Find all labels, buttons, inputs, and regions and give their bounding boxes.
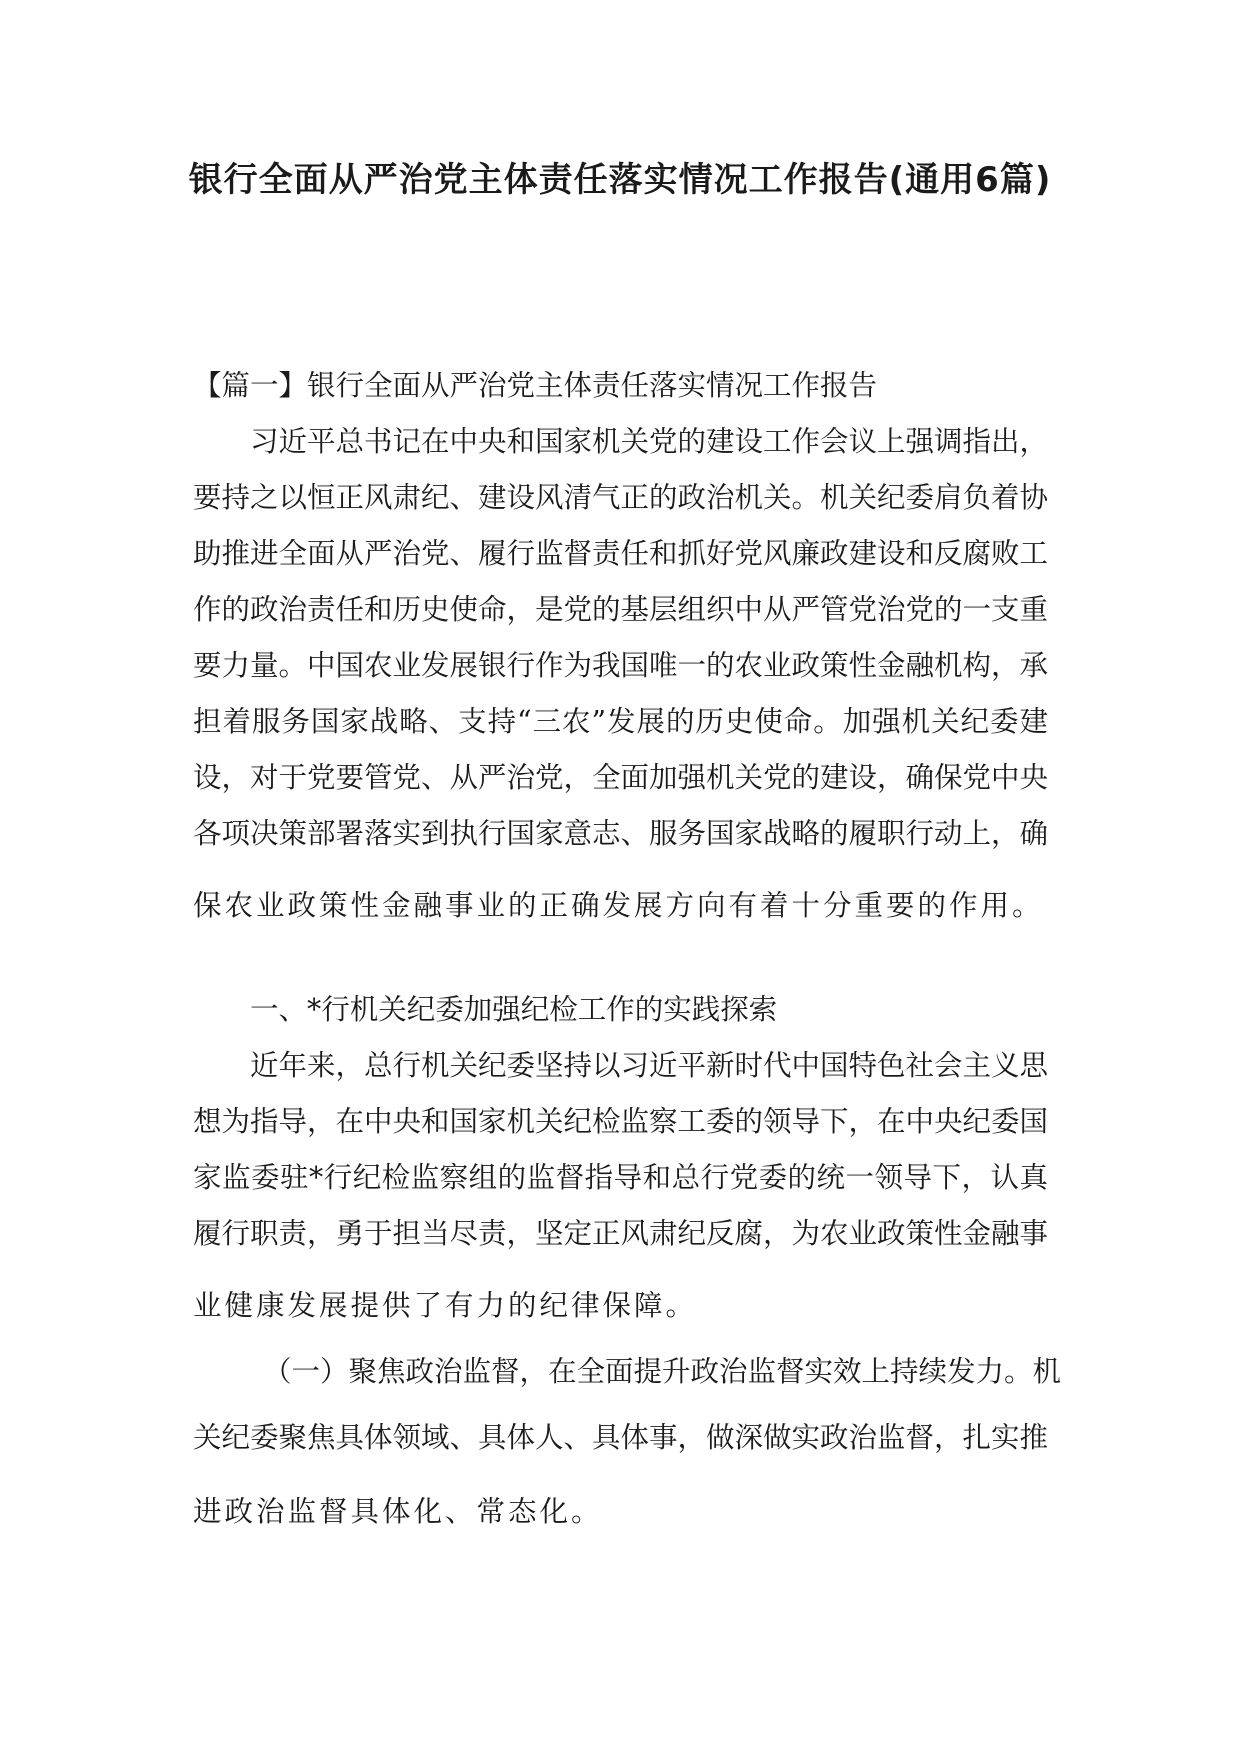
paragraph-1-line-9: 保农业政策性金融事业的正确发展方向有着十分重要的作用。	[193, 889, 1044, 922]
paragraph-3-line-3: 进政治监督具体化、常态化。	[193, 1495, 603, 1528]
paragraph-1-line-6: 担着服务国家战略、支持“三农”发展的历史使命。加强机关纪委建	[193, 705, 1048, 738]
paragraph-2-line-1: 近年来，总行机关纪委坚持以习近平新时代中国特色社会主义思	[250, 1049, 1049, 1082]
paragraph-3-line-1: （一）聚焦政治监督，在全面提升政治监督实效上持续发力。机	[263, 1355, 1062, 1388]
paragraph-1-line-8: 各项决策部署落实到执行国家意志、服务国家战略的履职行动上，确	[193, 817, 1049, 850]
paragraph-1-line-4: 作的政治责任和历史使命，是党的基层组织中从严管党治党的一支重	[193, 593, 1049, 626]
section-heading: 【篇一】银行全面从严治党主体责任落实情况工作报告	[193, 369, 878, 402]
paragraph-1-line-7: 设，对于党要管党、从严治党，全面加强机关党的建设，确保党中央	[193, 761, 1049, 794]
paragraph-2-line-3: 家监委驻*行纪检监察组的监督指导和总行党委的统一领导下，认真	[193, 1161, 1048, 1194]
paragraph-1-line-1: 习近平总书记在中央和国家机关党的建设工作会议上强调指出，	[250, 425, 1049, 458]
paragraph-2-line-4: 履行职责，勇于担当尽责，坚定正风肃纪反腐，为农业政策性金融事	[193, 1217, 1049, 1250]
paragraph-2-line-5: 业健康发展提供了有力的纪律保障。	[193, 1289, 698, 1322]
paragraph-3-line-2: 关纪委聚焦具体领域、具体人、具体事，做深做实政治监督，扎实推	[193, 1421, 1049, 1454]
paragraph-1-line-3: 助推进全面从严治党、履行监督责任和抓好党风廉政建设和反腐败工	[193, 537, 1049, 570]
heading-1: 一、*行机关纪委加强纪检工作的实践探索	[250, 993, 778, 1026]
paragraph-1-line-5: 要力量。中国农业发展银行作为我国唯一的农业政策性金融机构，承	[193, 649, 1049, 682]
document-title: 银行全面从严治党主体责任落实情况工作报告(通用6篇)	[188, 160, 1052, 200]
paragraph-2-line-2: 想为指导，在中央和国家机关纪检监察工委的领导下，在中央纪委国	[193, 1105, 1049, 1138]
paragraph-1-line-2: 要持之以恒正风肃纪、建设风清气正的政治机关。机关纪委肩负着协	[193, 481, 1049, 514]
